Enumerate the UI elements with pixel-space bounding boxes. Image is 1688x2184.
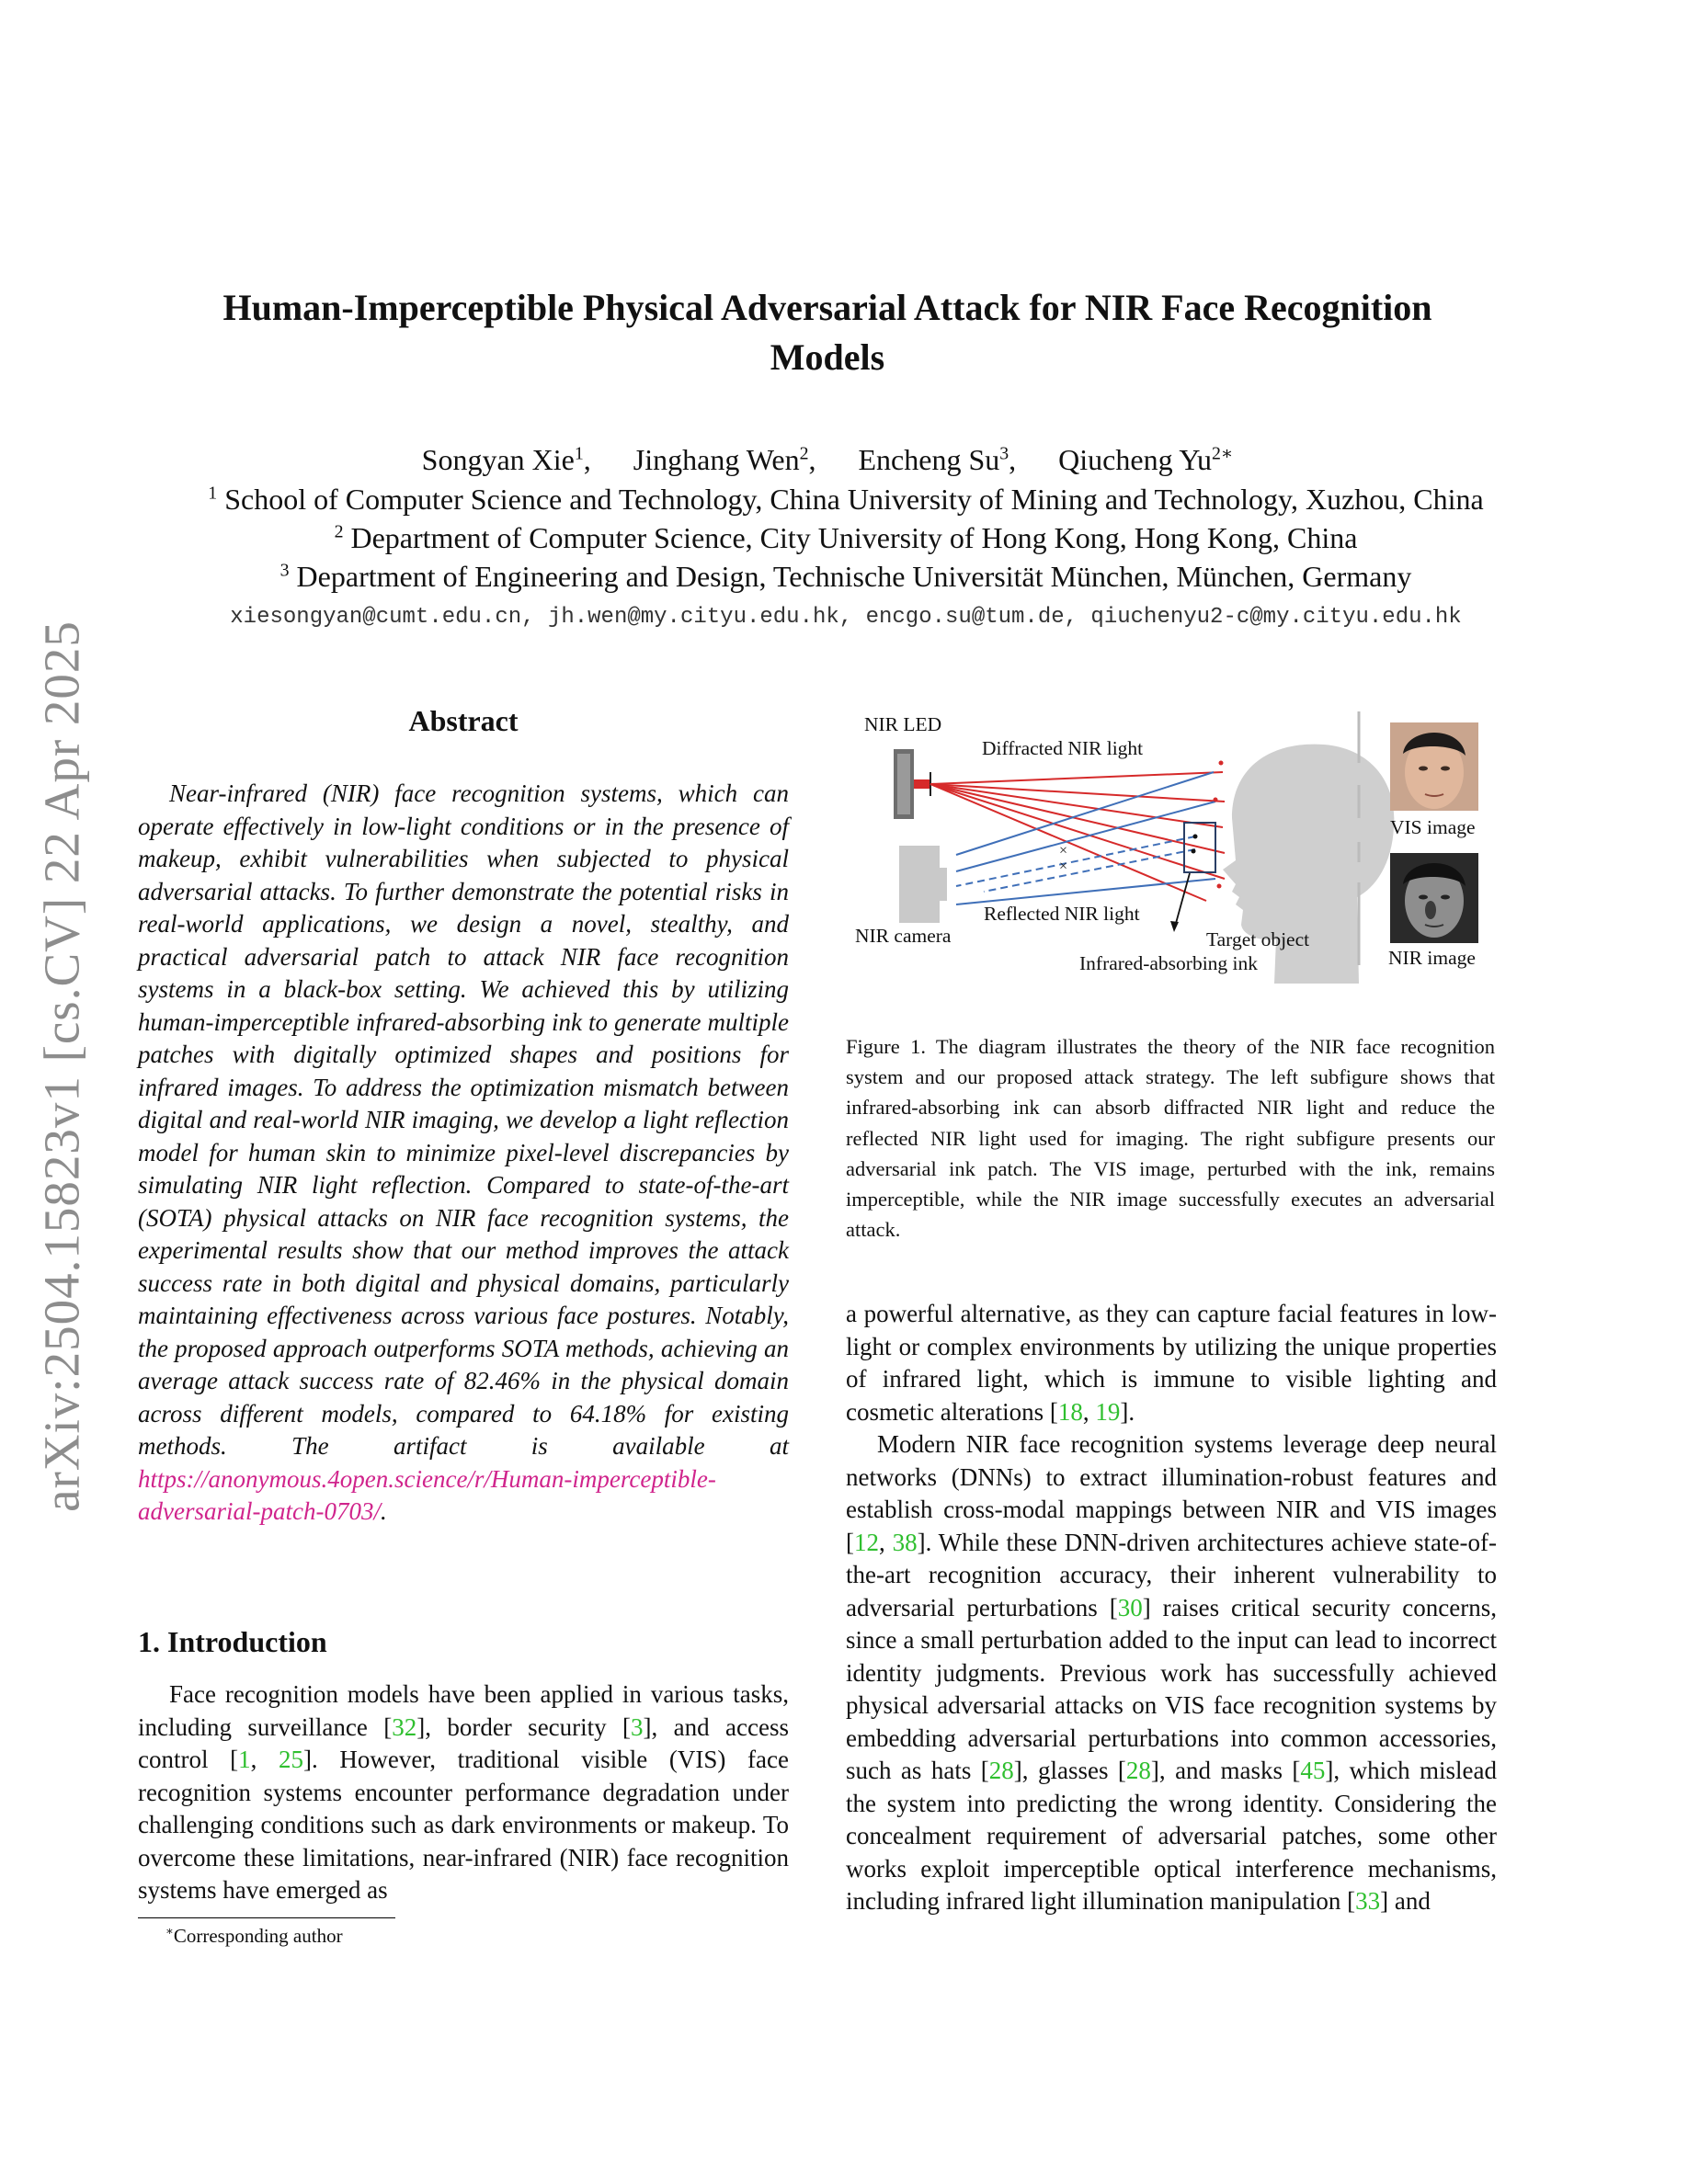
author: Encheng Su$^3$, (858, 443, 1017, 476)
vis-image-photo (1390, 722, 1478, 811)
label-reflected-light: Reflected NIR light (984, 903, 1140, 925)
arxiv-sidebar-id (20, 579, 103, 1553)
author: Jinghang Wen$^2$, (633, 443, 816, 476)
author-emails: xiesongyan@cumt.edu.cn, jh.wen@my.cityu.edu.hk, encgo.su@tum.de, qiuchenyu2-c@my.cityu.edu.hk (230, 605, 1462, 630)
title-line-1: Human-Imperceptible Physical Adversarial Attack for NIR Face Recognition (222, 287, 1432, 328)
intro-paragraph-1-continued: a powerful alternative, as they can capture facial features in low-light or complex environments by utilizing the unique properties of infrared light, which is immune to visible lighting and cosmetic alterations [18, 19]. (846, 1300, 1497, 1426)
affiliation: $^2$ Department of Computer Science, City University of Hong Kong, Hong Kong, China (334, 521, 1358, 554)
citation[interactable]: 28 (988, 1757, 1014, 1784)
label-nir-image: NIR image (1388, 947, 1476, 969)
label-nir-camera: NIR camera (855, 925, 952, 947)
intro-right-column (846, 1298, 1497, 1918)
citation[interactable]: 30 (1117, 1593, 1143, 1621)
abstract-body: Near-infrared (NIR) face recognition systems, which can operate effectively in low-light conditions or in the presence of makeup, exhibit vulnerabilities when subjected to physical adversarial attacks. To further demonstrate the potential risks in real-world applications, we design a novel, stealthy, and practical adversarial patch to attack NIR face recognition systems in a black-box setting. We achieved this by utilizing human-imperceptible infrared-absorbing ink to generate multiple patches with digitally optimized shapes and positions for infrared images. To address the optimization mismatch between digital and real-world NIR imaging, we develop a light reflection model for human skin to minimize pixel-level discrepancies by simulating NIR light reflection. Compared to state-of-the-art (SOTA) physical attacks on NIR face recognition systems, the experimental results show that our method improves the attack success rate in both digital and physical domains, particularly maintaining effectiveness across various face postures. Notably, the proposed approach outperforms SOTA methods, achieving an average attack success rate of 82.46% in the physical domain across different models, compared to 64.18% for existing methods. The artifact is available at https://anonymous.4open.science/r/Human-imperceptible-adversarial-patch-0703/. (138, 779, 789, 1525)
author: Qiucheng $Yu^{2∗}$ (1058, 443, 1234, 476)
affiliation: $^1$ School of Computer Science and Technology, China University of Mining and Technology, Xuzhou, China (208, 483, 1484, 516)
citation[interactable]: 1 (238, 1746, 251, 1773)
ink-spot (1192, 849, 1196, 854)
affiliation: $^3$ Department of Engineering and Design, Technische Universität München, München, Germany (279, 560, 1412, 593)
citation[interactable]: 32 (392, 1712, 417, 1741)
citation[interactable]: 25 (279, 1746, 304, 1773)
section-heading-introduction: 1. Introduction (138, 1625, 327, 1658)
intro-paragraph-2: Modern NIR face recognition systems leverage deep neural networks (DNNs) to extract illumination-robust features and establish cross-modal mappings between NIR and VIS images [12, 38]. While these DNN-driven architectures achieve state-of-the-art recognition accuracy, their inherent vulnerability to adversarial perturbations [30] raises critical security concerns, since a small perturbation added to the input can lead to incorrect identity judgments. Previous work has successfully achieved physical adversarial attacks on VIS face recognition systems by embedding adversarial perturbations into common accessories, such as hats [28], glasses [28], and masks [45], which mislead the system into predicting the wrong identity. Considering the concealment requirement of adversarial patches, some other works exploit imperceptible optical interference mechanisms, including infrared light illumination manipulation [33] and (846, 1430, 1497, 1915)
figure-1-caption: Figure 1. The diagram illustrates the theory of the NIR face recognition system and our proposed attack strategy. The left subfigure shows that infrared-absorbing ink can absorb diffracted NIR light and reduce the reflected NIR light used for imaging. The right subfigure presents our adversarial ink patch. The VIS image, perturbed with the ink, remains imperceptible, while the NIR image successfully executes an adversarial attack. (846, 1035, 1495, 1242)
paper-title (138, 283, 1517, 382)
author: Songyan Xie$^1$, (421, 443, 591, 476)
abstract-heading: Abstract (408, 704, 519, 737)
author-list (138, 443, 1517, 477)
label-infrared-ink: Infrared-absorbing ink (1079, 952, 1259, 974)
citation[interactable]: 33 (1355, 1887, 1381, 1915)
citation[interactable]: 3 (631, 1712, 644, 1741)
intro-paragraph-1: Face recognition models have been applied in various tasks, including surveillance [32], border security [3], and access control [1, 25]. However, traditional visible (VIS) face recognition systems encounter performance degradation under challenging conditions such as dark environments or makeup. To overcome these limitations, near-infrared (NIR) face recognition systems have emerged as (138, 1680, 790, 1904)
citation[interactable]: 19 (1095, 1397, 1121, 1426)
arxiv-id-text: arXiv:2504.15823v1 [cs.CV] 22 Apr 2025 (33, 620, 90, 1512)
ink-spot (1193, 835, 1198, 839)
figure-1 (846, 708, 1508, 993)
label-target-object: Target object (1206, 928, 1310, 950)
svg-text:×: × (1059, 859, 1068, 874)
label-nir-led: NIR LED (864, 713, 942, 735)
artifact-link[interactable]: https://anonymous.4open.science/r/Human-imperceptible-adversarial-patch-0703/ (138, 1464, 716, 1525)
label-vis-image: VIS image (1390, 816, 1476, 838)
footnote-rule (138, 1917, 395, 1918)
nir-led-emitter (914, 779, 930, 789)
title-line-2: Models (770, 336, 885, 378)
nir-image-photo (1390, 853, 1478, 943)
nir-led-face (897, 754, 910, 814)
footnote: ∗Corresponding author (165, 1924, 343, 1947)
svg-text:×: × (1059, 843, 1068, 859)
blocked-ray-markers (1059, 843, 1067, 874)
citation[interactable]: 12 (854, 1528, 879, 1556)
citation[interactable]: 45 (1300, 1757, 1326, 1784)
reflected-rays (956, 772, 1215, 904)
ink-pointer-arrowhead (1170, 921, 1179, 932)
citation[interactable]: 38 (892, 1528, 918, 1556)
label-diffracted-light: Diffracted NIR light (982, 737, 1144, 759)
nir-camera-device (899, 846, 947, 923)
citation[interactable]: 18 (1057, 1397, 1083, 1426)
citation[interactable]: 28 (1125, 1757, 1151, 1784)
